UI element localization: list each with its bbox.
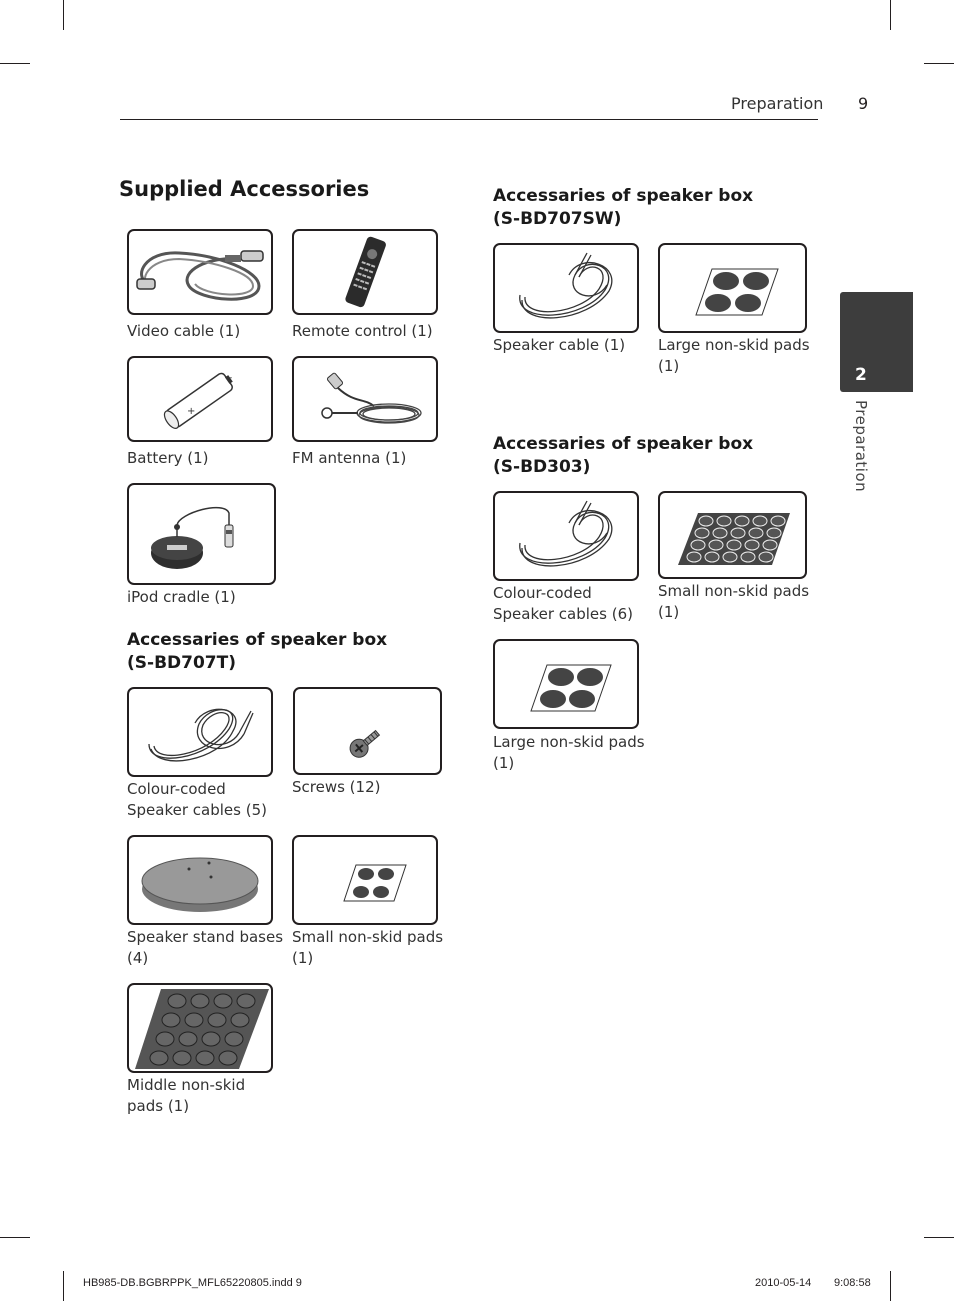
pad-dot xyxy=(753,516,767,526)
pad-dot xyxy=(687,552,701,562)
middle-pads-box xyxy=(127,983,273,1073)
item-label: Speaker stand bases (4) xyxy=(127,928,284,967)
pad-dot xyxy=(767,528,781,538)
stand-base-box xyxy=(127,835,273,925)
item-label: Colour-coded Speaker cables (5) xyxy=(127,780,267,819)
item-label: iPod cradle (1) xyxy=(127,588,236,606)
screws-box xyxy=(293,687,442,775)
footer-time: 9:08:58 xyxy=(834,1277,871,1289)
section-heading-bd707t xyxy=(127,629,387,675)
footer-date: 2010-05-14 xyxy=(755,1277,812,1289)
small-pads-box xyxy=(292,835,438,925)
crop-mark xyxy=(924,63,954,64)
screw-icon xyxy=(295,689,440,773)
heading-line: (S-BD707SW) xyxy=(493,209,622,229)
speaker-cable-box xyxy=(127,687,273,777)
pad-dot xyxy=(749,528,763,538)
video-cable-box xyxy=(127,229,273,315)
pad-dot xyxy=(705,552,719,562)
speaker-cable-icon xyxy=(495,493,637,579)
remote-control-icon xyxy=(294,231,436,313)
heading-line: Accessaries of speaker box xyxy=(127,630,388,650)
pad-dot xyxy=(727,540,741,550)
item-label: Speaker cable (1) xyxy=(493,336,626,354)
pad-dot xyxy=(745,540,759,550)
item-label: Colour-coded Speaker cables (6) xyxy=(493,584,633,623)
pad-dot xyxy=(759,552,773,562)
header-section: Preparation xyxy=(731,94,824,113)
fm-antenna-icon xyxy=(294,358,436,440)
pad-dot xyxy=(763,540,777,550)
small-pads-icon xyxy=(294,837,436,923)
small-pads-box xyxy=(658,491,807,579)
battery-icon xyxy=(129,358,271,440)
small-pads-icon xyxy=(660,493,805,577)
crop-mark xyxy=(890,1271,891,1301)
large-pads-box xyxy=(493,639,639,729)
section-heading-bd303 xyxy=(493,433,753,479)
pad-dot xyxy=(150,1051,168,1065)
speaker-cable-icon xyxy=(495,245,637,331)
pad-dot xyxy=(162,1013,180,1027)
speaker-cable-box xyxy=(493,243,639,333)
pad-dot xyxy=(185,1013,203,1027)
heading-line: (S-BD707T) xyxy=(127,653,236,673)
video-cable-icon xyxy=(129,231,271,313)
pad-dot xyxy=(179,1032,197,1046)
item-label: Video cable (1) xyxy=(127,322,241,340)
heading-line: Accessaries of speaker box xyxy=(493,186,754,206)
crop-mark xyxy=(0,1237,30,1238)
item-label: Screws (12) xyxy=(292,778,381,796)
item-label: Battery (1) xyxy=(127,449,209,467)
pad-dot xyxy=(713,528,727,538)
page-number: 9 xyxy=(858,94,869,113)
crop-mark xyxy=(0,63,30,64)
chapter-number: 2 xyxy=(855,365,867,385)
pad-dot xyxy=(699,516,713,526)
remote-control-box xyxy=(292,229,438,315)
pad-dot xyxy=(695,528,709,538)
crop-mark xyxy=(924,1237,954,1238)
pad-dot xyxy=(173,1051,191,1065)
crop-mark xyxy=(890,0,891,30)
fm-antenna-box xyxy=(292,356,438,442)
pad-dot xyxy=(208,1013,226,1027)
item-label: Remote control (1) xyxy=(292,322,433,340)
item-label: Large non-skid pads (1) xyxy=(493,733,645,772)
large-pads-box xyxy=(658,243,807,333)
svg-text:+: + xyxy=(187,406,196,417)
header-rule xyxy=(120,119,818,120)
item-label: Small non-skid pads (1) xyxy=(658,582,810,621)
speaker-cable-box xyxy=(493,491,639,581)
pad-dot xyxy=(214,994,232,1008)
chapter-tab xyxy=(840,292,913,392)
item-label: Small non-skid pads (1) xyxy=(292,928,444,967)
item-label: FM antenna (1) xyxy=(292,449,407,467)
pad-dot xyxy=(691,540,705,550)
crop-mark xyxy=(63,1271,64,1301)
item-label: Large non-skid pads (1) xyxy=(658,336,810,375)
pad-dot xyxy=(196,1051,214,1065)
large-pads-icon xyxy=(660,245,805,331)
pad-dot xyxy=(741,552,755,562)
footer-file: HB985-DB.BGBRPPK_MFL65220805.indd 9 xyxy=(83,1277,302,1289)
speaker-cable-icon xyxy=(129,689,271,775)
pad-dot xyxy=(219,1051,237,1065)
pad-dot xyxy=(225,1032,243,1046)
pad-dot xyxy=(735,516,749,526)
pad-dot xyxy=(709,540,723,550)
battery-box xyxy=(127,356,273,442)
pad-dot xyxy=(237,994,255,1008)
pad-dot xyxy=(771,516,785,526)
pad-dot xyxy=(168,994,186,1008)
pad-dot xyxy=(723,552,737,562)
crop-mark xyxy=(63,0,64,30)
heading-line: Accessaries of speaker box xyxy=(493,434,754,454)
stand-base-icon xyxy=(129,837,271,923)
pad-dot xyxy=(202,1032,220,1046)
ipod-cradle-icon xyxy=(129,485,274,583)
middle-pads-icon xyxy=(129,985,271,1071)
large-pads-icon xyxy=(495,641,637,727)
chapter-label: Preparation xyxy=(852,400,870,493)
heading-line: (S-BD303) xyxy=(493,457,591,477)
section-heading-bd707sw xyxy=(493,185,753,231)
pad-dot xyxy=(156,1032,174,1046)
pad-dot xyxy=(191,994,209,1008)
ipod-cradle-box xyxy=(127,483,276,585)
item-label: Middle non-skid pads (1) xyxy=(127,1076,246,1115)
page-title: Supplied Accessories xyxy=(119,177,370,201)
svg-text:-: - xyxy=(229,373,233,383)
pad-dot xyxy=(731,528,745,538)
pad-dot xyxy=(717,516,731,526)
pad-dot xyxy=(231,1013,249,1027)
